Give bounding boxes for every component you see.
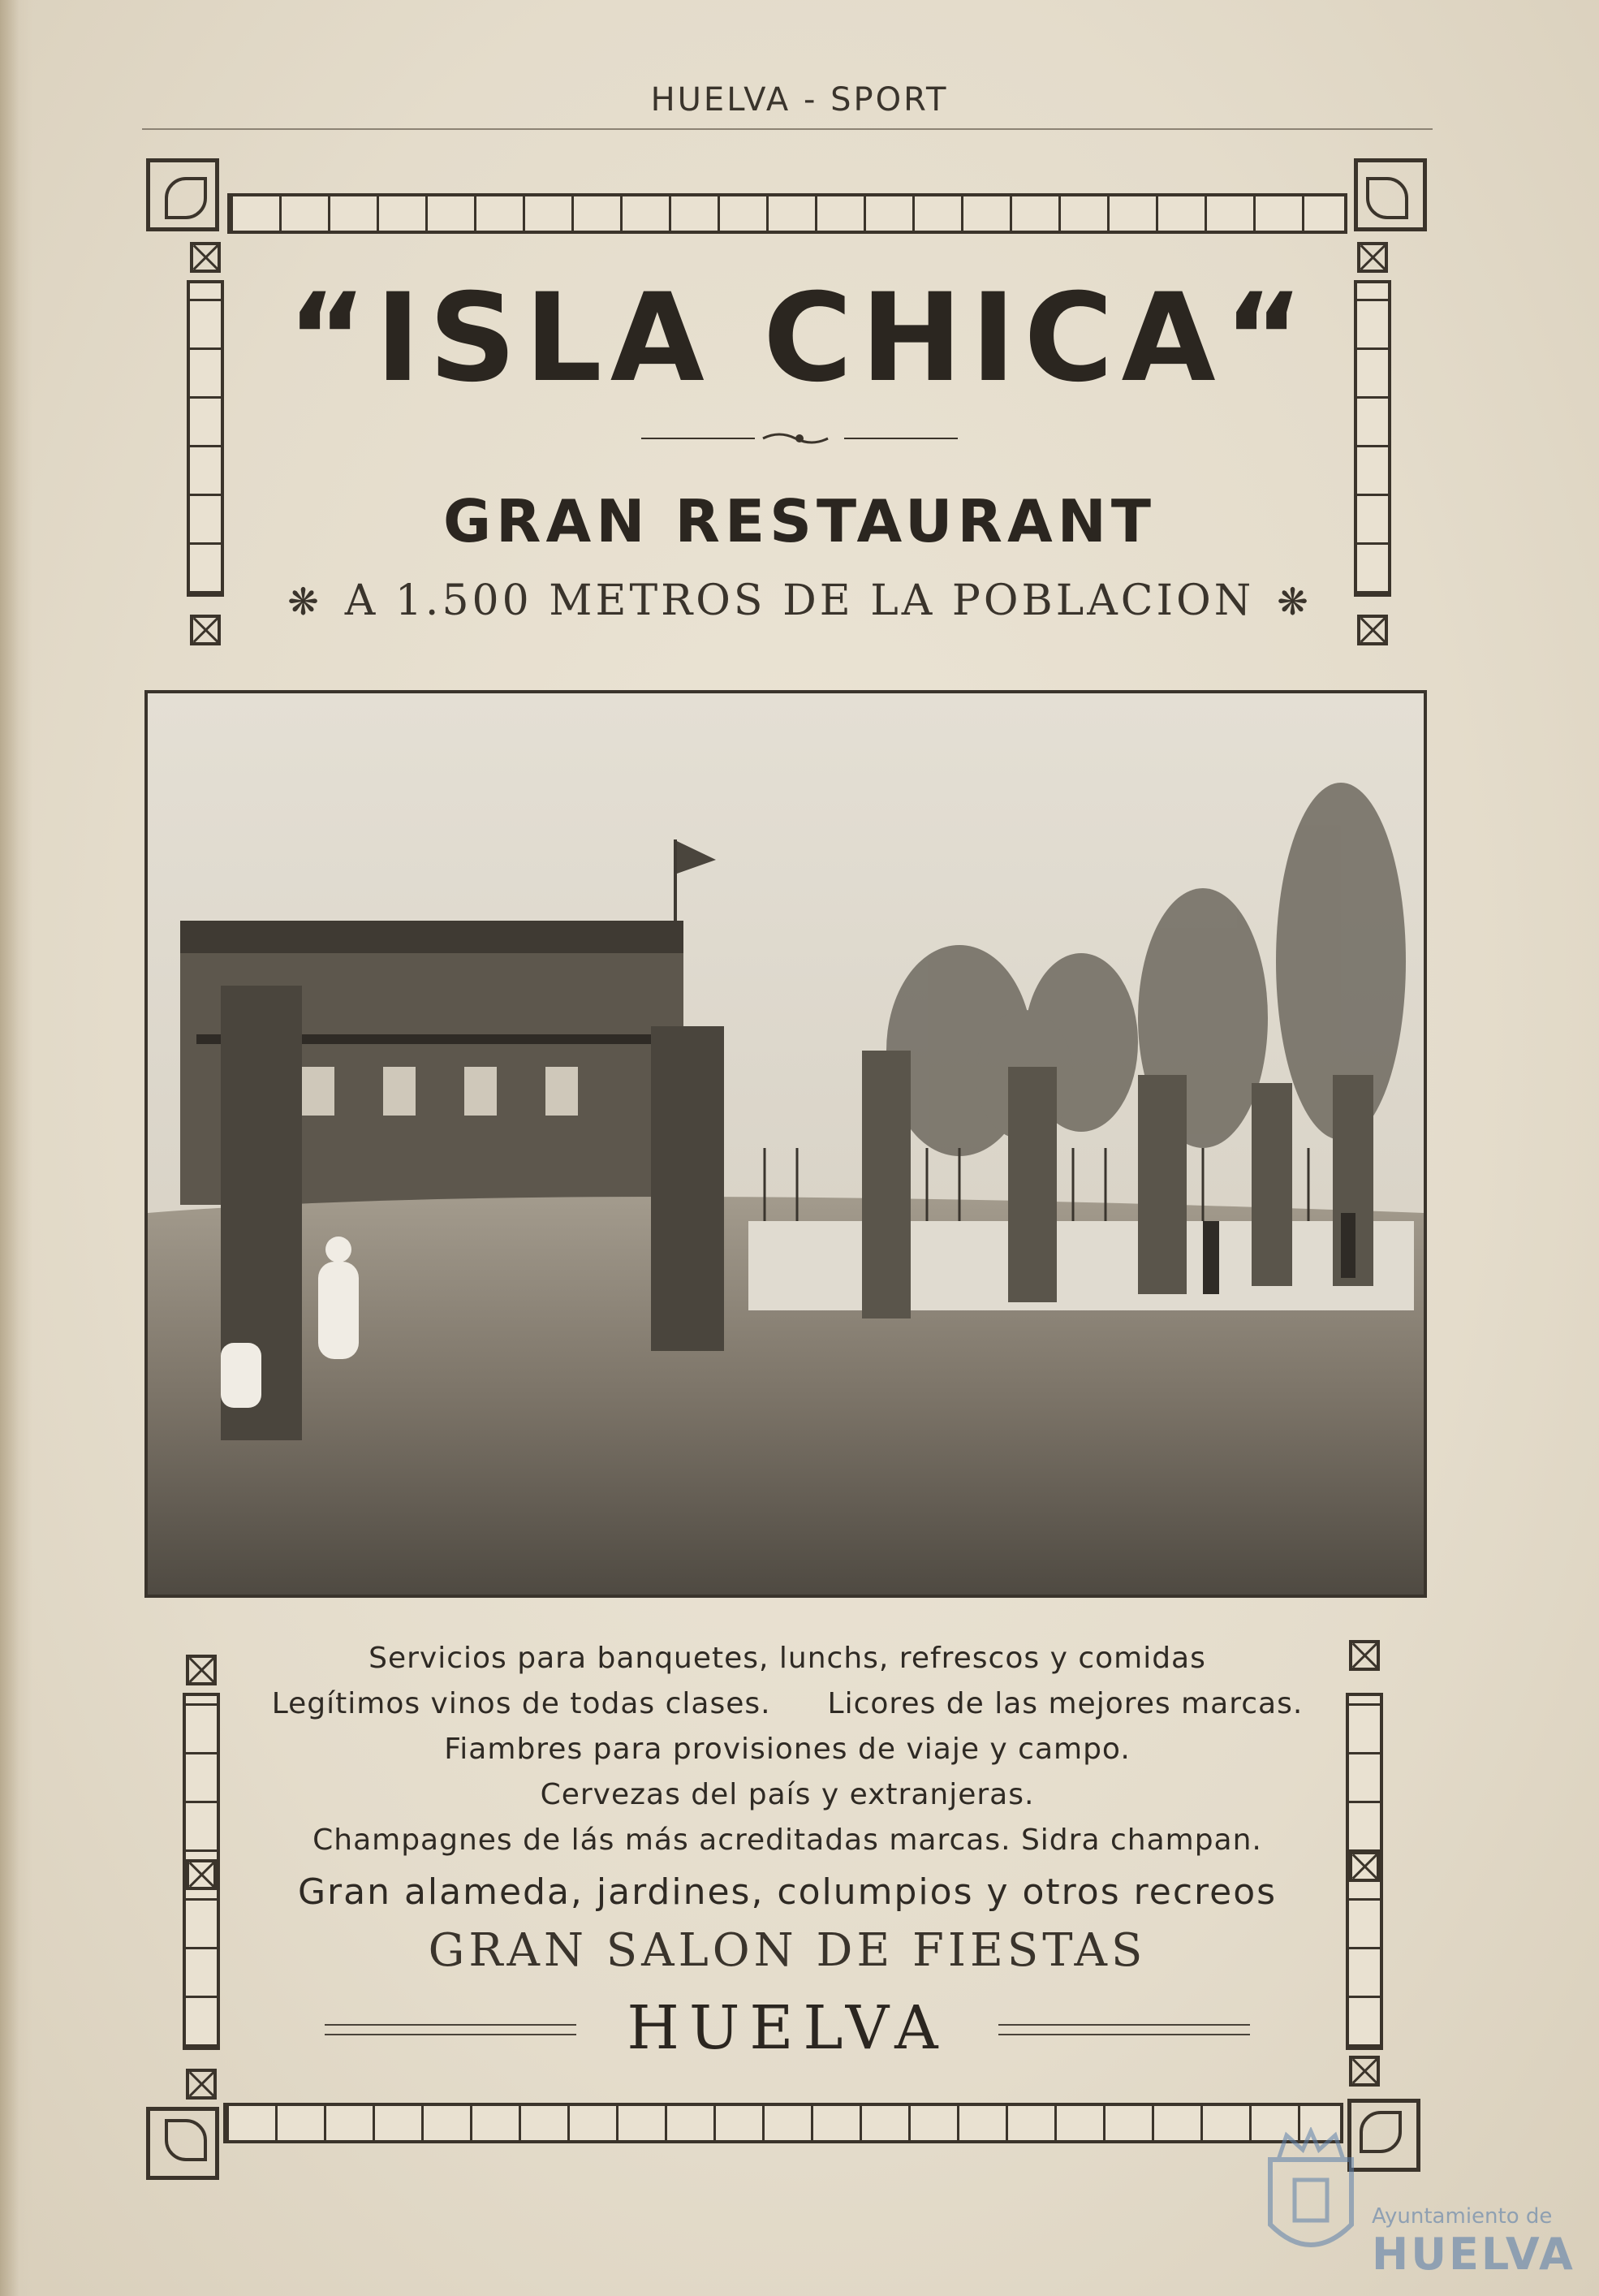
service-line-recreation: Gran alameda, jardines, columpios y otros recreos (297, 1871, 1278, 1913)
service-line: Servicios para banquetes, lunchs, refrescos y comidas (369, 1642, 1206, 1675)
restaurant-subtitle: GRAN RESTAURANT (442, 487, 1157, 555)
restaurant-title: “ISLA CHICA“ (287, 268, 1312, 409)
service-liquors: Licores de las mejores marcas. (827, 1687, 1304, 1720)
running-head-rule (142, 128, 1433, 130)
salon-heading: GRAN SALON DE FIESTAS (428, 1924, 1147, 1977)
services-list (244, 1636, 1331, 1983)
distance-text: A 1.500 METROS DE LA POBLACION (344, 576, 1255, 625)
running-head: HUELVA - SPORT (650, 81, 949, 119)
service-line: Champagnes de lás más acreditadas marcas. Sidra champan. (312, 1823, 1262, 1857)
star-ornament-icon: ❋ (287, 580, 322, 624)
frame-box-ornament (1349, 2056, 1380, 2087)
frame-box-ornament (186, 2069, 217, 2100)
frame-box-ornament (186, 1655, 217, 1685)
service-wines: Legítimos vinos de todas clases. (271, 1687, 771, 1720)
top-left-corner-ornament (146, 158, 219, 231)
top-frame-band (227, 193, 1347, 234)
archive-watermark (1372, 2204, 1575, 2280)
top-right-corner-ornament (1354, 158, 1427, 231)
star-ornament-icon: ❋ (1277, 580, 1312, 624)
service-line: Fiambres para provisiones de viaje y campo. (444, 1733, 1131, 1766)
photo-illustration (148, 693, 1424, 1595)
service-line (244, 1681, 1331, 1727)
city-name: HUELVA (627, 1993, 948, 2063)
frame-box-ornament (1349, 1851, 1380, 1882)
city-coat-of-arms-icon (1258, 2127, 1364, 2265)
service-line: Cervezas del país y extranjeras. (540, 1778, 1035, 1811)
bottom-frame-band (223, 2103, 1343, 2143)
frame-box-ornament (186, 1859, 217, 1890)
title-divider-ornament (641, 430, 958, 447)
frame-box-ornament (1349, 1640, 1380, 1671)
bottom-left-corner-ornament (146, 2107, 219, 2180)
city-row (325, 1993, 1250, 2063)
watermark-name: HUELVA (1372, 2229, 1575, 2280)
restaurant-photograph (144, 690, 1427, 1598)
distance-line (0, 576, 1599, 625)
watermark-caption: Ayuntamiento de (1372, 2204, 1553, 2229)
